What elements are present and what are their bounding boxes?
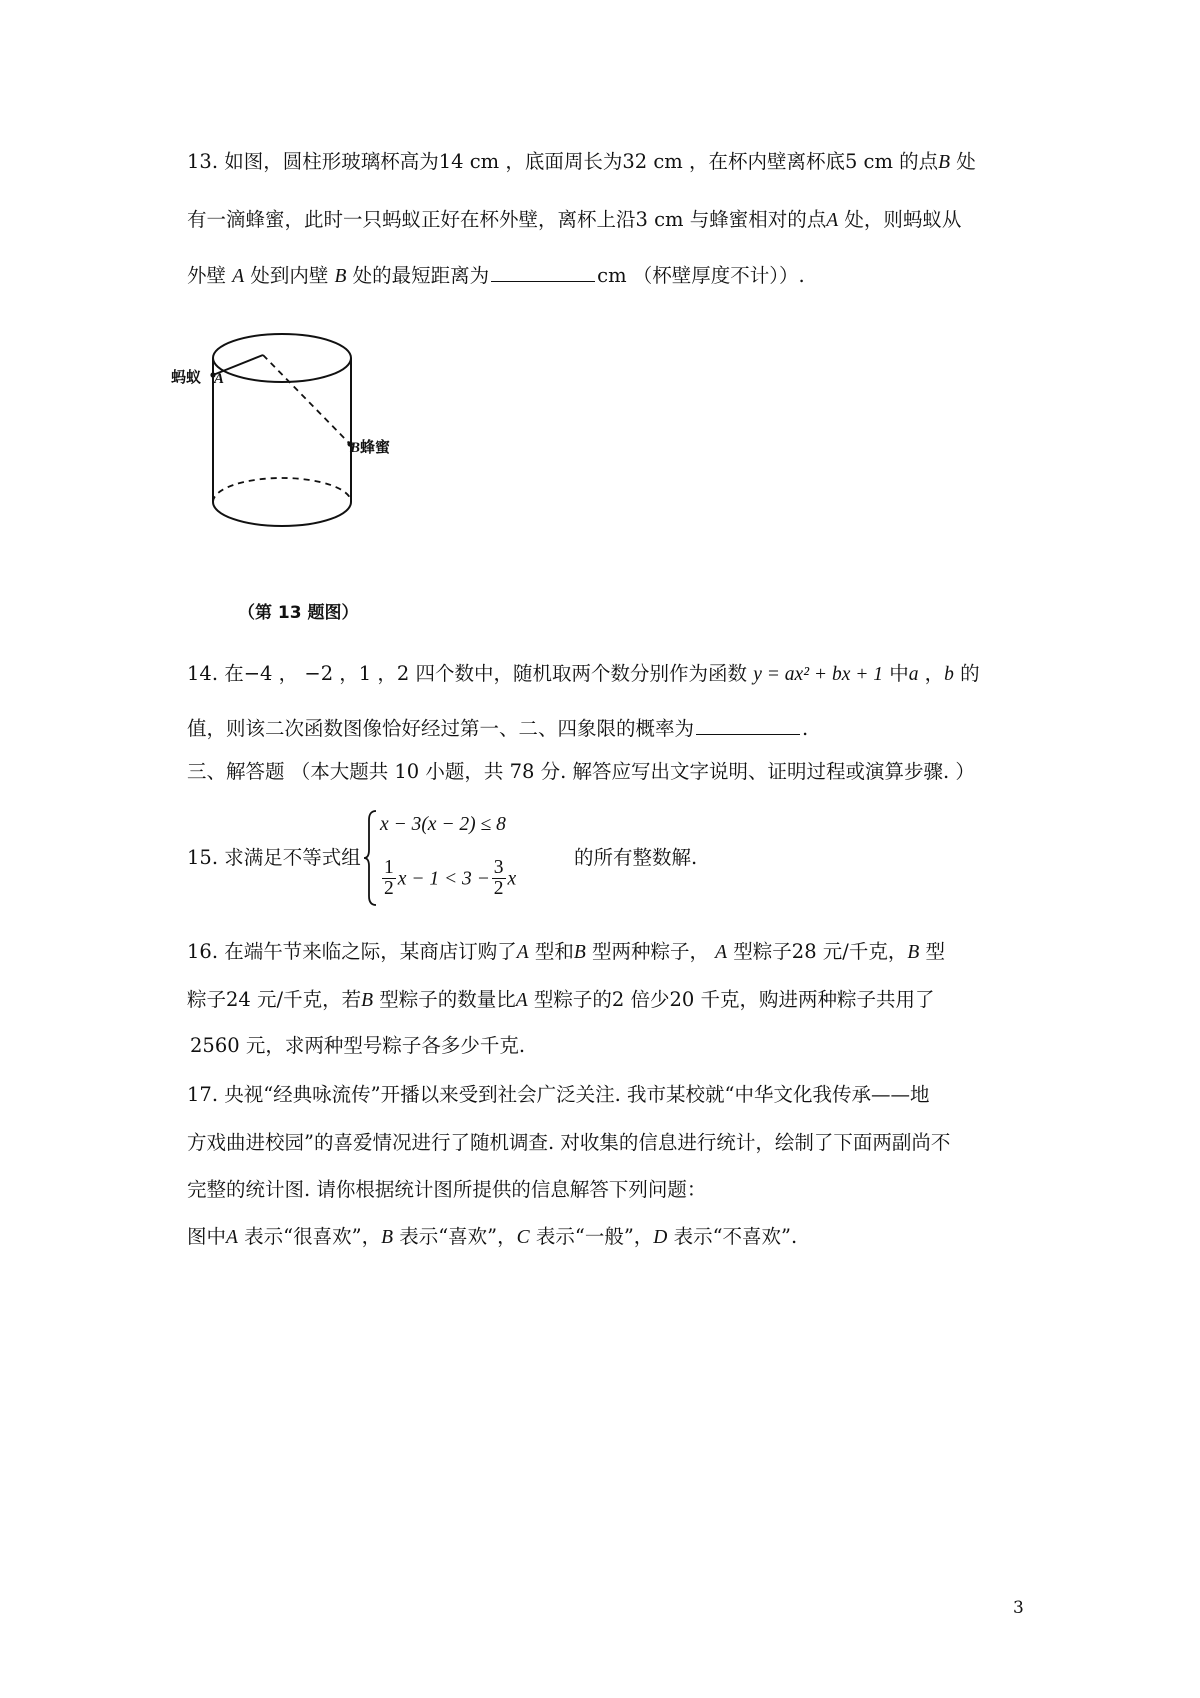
q17-text-4a: 图中 <box>187 1225 227 1248</box>
q16-line-1 <box>187 942 945 963</box>
cylinder-bottom-front <box>213 502 351 526</box>
cylinder-bottom-back <box>213 478 351 502</box>
ant-label: 蚂蚁 <box>171 368 202 386</box>
inequality-2-x: x <box>507 868 517 890</box>
q16-var-a: A <box>516 942 529 963</box>
q17-line-4 <box>187 1227 797 1248</box>
figure-caption: （第 13 题图） <box>238 603 359 623</box>
page-number: 3 <box>1013 1598 1024 1618</box>
q13-text-1: 13. 如图，圆柱形玻璃杯高为14 cm ，底面周长为32 cm ，在杯内壁离杯底5 cm 的点 <box>187 150 939 173</box>
q16-text-1a: 16. 在端午节来临之际，某商店订购了 <box>187 940 517 963</box>
q16-text-1d: 型粽子28 元/千克， <box>727 940 908 963</box>
q17-text-4c: 表示“喜欢”， <box>393 1225 517 1248</box>
q13-text-2a: 有一滴蜂蜜，此时一只蚂蚁正好在杯外壁，离杯上沿3 cm 与蜂蜜相对的点 <box>187 208 827 231</box>
q13-line-3 <box>187 263 805 287</box>
q16-var-b2: B <box>907 942 920 963</box>
q14-text-2: 值，则该二次函数图像恰好经过第一、二、四象限的概率为 <box>187 717 695 740</box>
inequality-2 <box>380 858 516 900</box>
path-dashed-segment <box>263 355 350 444</box>
q17-var-c: C <box>516 1227 530 1248</box>
q13-var-a: A <box>826 210 839 231</box>
q13-line-2 <box>187 210 961 231</box>
q14-text-1b: 中 <box>883 662 909 685</box>
q14-text-2-end: . <box>802 717 809 740</box>
point-a-label: A <box>214 371 225 387</box>
section-3-heading: 三、解答题 （本大题共 10 小题，共 78 分. 解答应写出文字说明、证明过程或演算步骤. ） <box>187 760 975 783</box>
q17-var-b: B <box>381 1227 393 1248</box>
frac2-numerator: 3 <box>493 857 504 878</box>
q16-var-b3: B <box>361 990 374 1011</box>
q16-var-b: B <box>573 942 586 963</box>
fraction-three-halves <box>492 858 506 900</box>
q14-var-a: a <box>908 664 919 685</box>
q16-var-a2: A <box>715 942 728 963</box>
q13-line-1 <box>187 152 976 173</box>
q13-text-3b: 处到内壁 <box>244 264 335 287</box>
inequality-1: x − 3(x − 2) ≤ 8 <box>380 814 506 835</box>
q16-text-2b: 型粽子的数量比 <box>373 988 516 1011</box>
inequality-system <box>362 808 562 908</box>
honey-label: 蜂蜜 <box>360 438 391 456</box>
answer-blank-13[interactable] <box>491 263 595 282</box>
q16-line-3: 2560 元，求两种型号粽子各多少千克. <box>190 1034 526 1057</box>
frac1-denominator: 2 <box>384 878 394 900</box>
q14-var-b: b <box>944 664 954 685</box>
q17-text-4d: 表示“一般”， <box>529 1225 654 1248</box>
q14-line-1 <box>187 664 980 685</box>
q16-line-2 <box>187 990 934 1011</box>
answer-blank-14[interactable] <box>696 716 800 735</box>
q15-prefix: 15. 求满足不等式组 <box>187 846 361 869</box>
q13-var-b: B <box>938 152 951 173</box>
q13-text-1-end: 处 <box>950 150 976 173</box>
q16-text-1b: 型和 <box>528 940 574 963</box>
q17-var-a: A <box>226 1227 238 1248</box>
q13-text-3d: cm （杯壁厚度不计））. <box>597 264 805 287</box>
left-brace <box>362 808 378 908</box>
q17-line-1: 17. 央视“经典咏流传”开播以来受到社会广泛关注. 我市某校就“中华文化我传承——地 <box>187 1083 930 1106</box>
q16-text-2a: 粽子24 元/千克，若 <box>187 988 362 1011</box>
q17-line-3: 完整的统计图. 请你根据统计图所提供的信息解答下列问题： <box>187 1178 707 1201</box>
q17-text-4b: 表示“很喜欢”， <box>237 1225 382 1248</box>
frac2-denominator: 2 <box>493 878 504 900</box>
inequality-2-text: x − 1 < 3 − <box>397 868 490 890</box>
q16-text-1c: 型两种粽子， <box>585 940 716 963</box>
q13-text-3c: 处的最短距离为 <box>346 264 490 287</box>
q16-var-a3: A <box>515 990 528 1011</box>
q17-text-4e: 表示“不喜欢”. <box>667 1225 798 1248</box>
q14-function: y = ax² + bx + 1 <box>753 664 884 685</box>
q14-comma: ， <box>918 662 945 685</box>
point-b-label: B <box>350 440 361 456</box>
q13-var-b2: B <box>334 266 347 287</box>
q13-var-a2: A <box>232 266 245 287</box>
q17-var-d: D <box>653 1227 668 1248</box>
q15-suffix: 的所有整数解. <box>574 846 698 869</box>
q16-text-2c: 型粽子的2 倍少20 千克，购进两种粽子共用了 <box>527 988 935 1011</box>
q14-text-1c: 的 <box>953 662 980 685</box>
q13-text-3a: 外壁 <box>187 264 233 287</box>
honey-point-label <box>350 436 390 457</box>
q13-text-2b: 处，则蚂蚁从 <box>838 208 962 231</box>
frac1-numerator: 1 <box>384 857 394 878</box>
q14-text-1a: 14. 在−4 ， −2 ，1 ，2 四个数中，随机取两个数分别作为函数 <box>187 662 754 685</box>
fraction-one-half <box>382 858 396 900</box>
q17-line-2: 方戏曲进校园”的喜爱情况进行了随机调查. 对收集的信息进行统计，绘制了下面两副尚不 <box>187 1131 951 1154</box>
q14-line-2 <box>187 716 808 739</box>
q16-text-1e: 型 <box>919 940 945 963</box>
